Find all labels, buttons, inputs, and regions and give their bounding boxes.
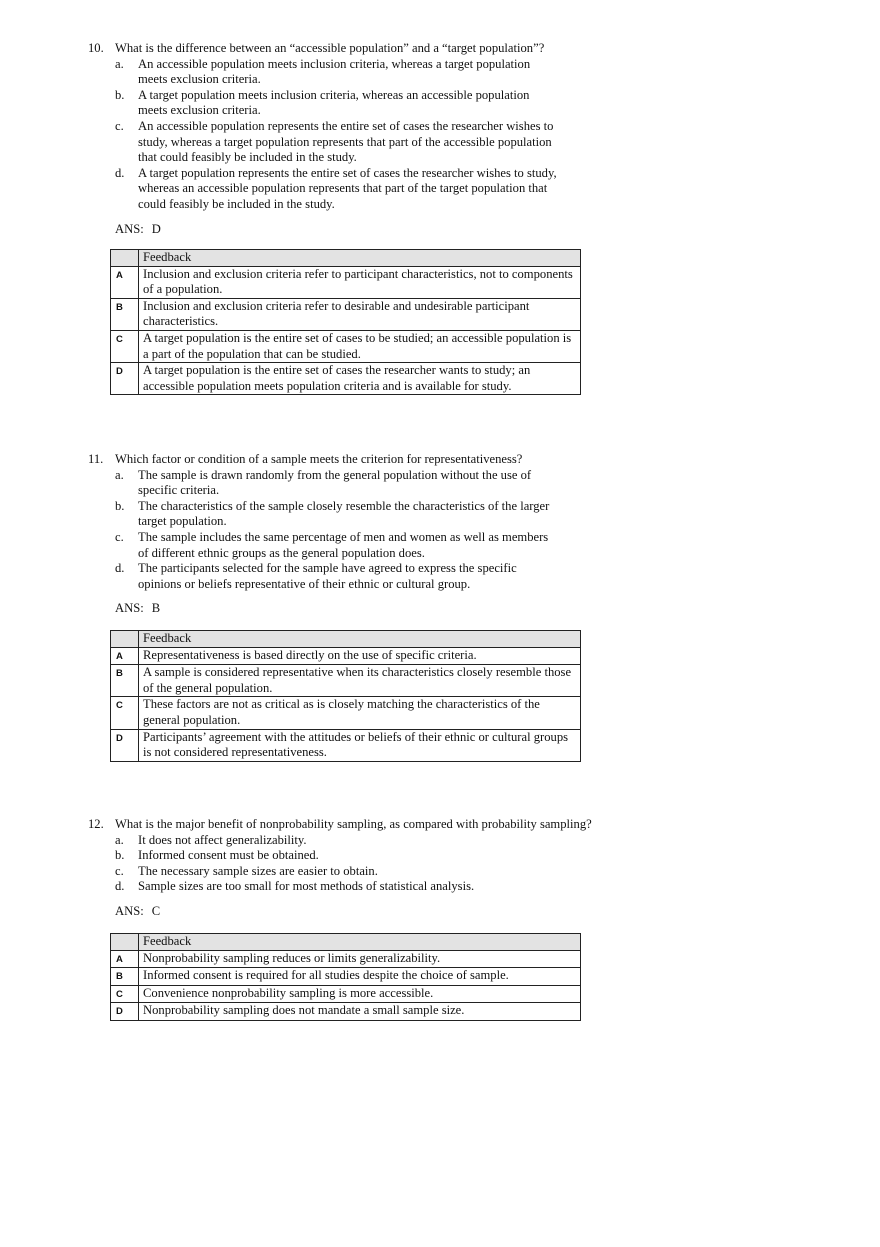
option-letter: a. <box>115 56 124 71</box>
feedback-header-corner <box>111 934 139 951</box>
feedback-table-10 <box>110 249 581 395</box>
option-text: An accessible population meets inclusion criteria, whereas a target population meets exclusion criteria. <box>138 56 531 87</box>
answer-key <box>115 222 648 238</box>
feedback-row <box>111 697 581 729</box>
feedback-table-12 <box>110 933 581 1021</box>
feedback-header: Feedback <box>139 631 581 648</box>
option-a <box>115 833 688 849</box>
question-stem <box>88 817 688 833</box>
option-c <box>115 530 648 561</box>
question-stem <box>88 452 648 468</box>
option-text: It does not affect generalizability. <box>138 832 307 847</box>
feedback-letter: D <box>111 729 139 761</box>
option-text: The participants selected for the sample have agreed to express the specific opinions or beliefs representative of their ethnic or cultural group. <box>138 561 517 591</box>
option-text: An accessible population represents the entire set of cases the researcher wishes to study, whereas a target population represents that part of the accessible population that could feasibly be included in the study. <box>138 118 554 165</box>
feedback-row <box>111 729 581 761</box>
feedback-row <box>111 950 581 968</box>
option-d <box>115 561 648 592</box>
option-b <box>115 848 688 864</box>
option-letter: d. <box>115 879 125 894</box>
option-b <box>115 88 648 119</box>
option-text: A target population meets inclusion criteria, whereas an accessible population meets exclusion criteria. <box>138 87 530 118</box>
feedback-text: A target population is the entire set of cases the researcher wants to study; an accessible population meets population criteria and is available for study. <box>139 363 581 395</box>
answer-options <box>115 468 648 593</box>
feedback-letter: D <box>111 363 139 395</box>
option-letter: a. <box>115 467 124 482</box>
feedback-row <box>111 647 581 665</box>
question-12 <box>88 817 688 920</box>
feedback-header-corner <box>111 250 139 267</box>
option-d <box>115 879 688 895</box>
feedback-text: A target population is the entire set of cases to be studied; an accessible population is a part of the population that can be studied. <box>139 330 581 362</box>
answer-value: C <box>151 903 161 918</box>
question-10 <box>88 41 648 237</box>
option-c <box>115 864 688 880</box>
question-number: 11. <box>88 452 104 466</box>
feedback-letter: B <box>111 665 139 697</box>
option-b <box>115 499 648 530</box>
question-stem <box>88 41 648 57</box>
answer-key <box>115 904 688 920</box>
feedback-text: These factors are not as critical as is closely matching the characteristics of the general population. <box>139 697 581 729</box>
feedback-row <box>111 665 581 697</box>
option-text: Sample sizes are too small for most methods of statistical analysis. <box>138 879 475 894</box>
feedback-row <box>111 968 581 986</box>
option-letter: b. <box>115 87 125 102</box>
option-letter: d. <box>115 165 125 180</box>
option-text: The sample is drawn randomly from the general population without the use of specific criteria. <box>138 467 532 498</box>
question-number: 12. <box>88 817 104 831</box>
answer-options <box>115 833 688 895</box>
answer-label: ANS: <box>115 601 144 616</box>
option-text: The necessary sample sizes are easier to obtain. <box>138 863 378 878</box>
feedback-letter: A <box>111 950 139 968</box>
option-letter: b. <box>115 848 125 863</box>
feedback-text: Inclusion and exclusion criteria refer to desirable and undesirable participant characteristics. <box>139 298 581 330</box>
option-letter: c. <box>115 529 124 544</box>
feedback-letter: D <box>111 1003 139 1021</box>
option-c <box>115 119 648 166</box>
answer-key <box>115 601 648 617</box>
option-text: The characteristics of the sample closely resemble the characteristics of the larger target population. <box>138 498 550 529</box>
feedback-row <box>111 298 581 330</box>
feedback-text: Inclusion and exclusion criteria refer to participant characteristics, not to components of a population. <box>139 266 581 298</box>
answer-value: D <box>151 221 161 236</box>
feedback-row <box>111 1003 581 1021</box>
question-11 <box>88 452 648 617</box>
feedback-header-row <box>111 934 581 951</box>
answer-label: ANS: <box>115 903 144 918</box>
answer-label: ANS: <box>115 221 144 236</box>
feedback-letter: C <box>111 697 139 729</box>
feedback-header: Feedback <box>139 934 581 951</box>
question-text: What is the major benefit of nonprobability sampling, as compared with probability sampling? <box>115 817 592 831</box>
option-letter: a. <box>115 832 124 847</box>
feedback-header-row <box>111 250 581 267</box>
feedback-row <box>111 266 581 298</box>
feedback-text: Participants’ agreement with the attitudes or beliefs of their ethnic or cultural groups is not considered representativeness. <box>139 729 581 761</box>
feedback-text: Nonprobability sampling reduces or limits generalizability. <box>139 950 581 968</box>
option-a <box>115 468 648 499</box>
feedback-letter: C <box>111 330 139 362</box>
option-text: The sample includes the same percentage of men and women as well as members of different ethnic groups as the general population does. <box>138 529 549 560</box>
feedback-letter: A <box>111 647 139 665</box>
feedback-header-corner <box>111 631 139 648</box>
feedback-row <box>111 330 581 362</box>
option-letter: c. <box>115 863 124 878</box>
option-d <box>115 166 648 213</box>
feedback-row <box>111 363 581 395</box>
option-a <box>115 57 648 88</box>
feedback-header-row <box>111 631 581 648</box>
answer-options <box>115 57 648 213</box>
feedback-letter: B <box>111 298 139 330</box>
feedback-letter: B <box>111 968 139 986</box>
option-text: A target population represents the entire set of cases the researcher wishes to study, whereas an accessible population represents that part of the target population that could feasibly be included in the study. <box>138 165 557 211</box>
feedback-header: Feedback <box>139 250 581 267</box>
question-number: 10. <box>88 41 104 55</box>
feedback-text: Convenience nonprobability sampling is more accessible. <box>139 985 581 1003</box>
question-text: What is the difference between an “accessible population” and a “target population”? <box>115 41 545 55</box>
feedback-row <box>111 985 581 1003</box>
answer-value: B <box>151 601 161 616</box>
question-text: Which factor or condition of a sample meets the criterion for representativeness? <box>115 452 523 466</box>
feedback-letter: C <box>111 985 139 1003</box>
option-text: Informed consent must be obtained. <box>138 848 319 863</box>
feedback-text: Nonprobability sampling does not mandate a small sample size. <box>139 1003 581 1021</box>
option-letter: d. <box>115 561 125 576</box>
option-letter: c. <box>115 118 124 133</box>
feedback-letter: A <box>111 266 139 298</box>
feedback-text: Representativeness is based directly on the use of specific criteria. <box>139 647 581 665</box>
feedback-table-11 <box>110 630 581 762</box>
feedback-text: Informed consent is required for all studies despite the choice of sample. <box>139 968 581 986</box>
option-letter: b. <box>115 498 125 513</box>
feedback-text: A sample is considered representative when its characteristics closely resemble those of the general population. <box>139 665 581 697</box>
